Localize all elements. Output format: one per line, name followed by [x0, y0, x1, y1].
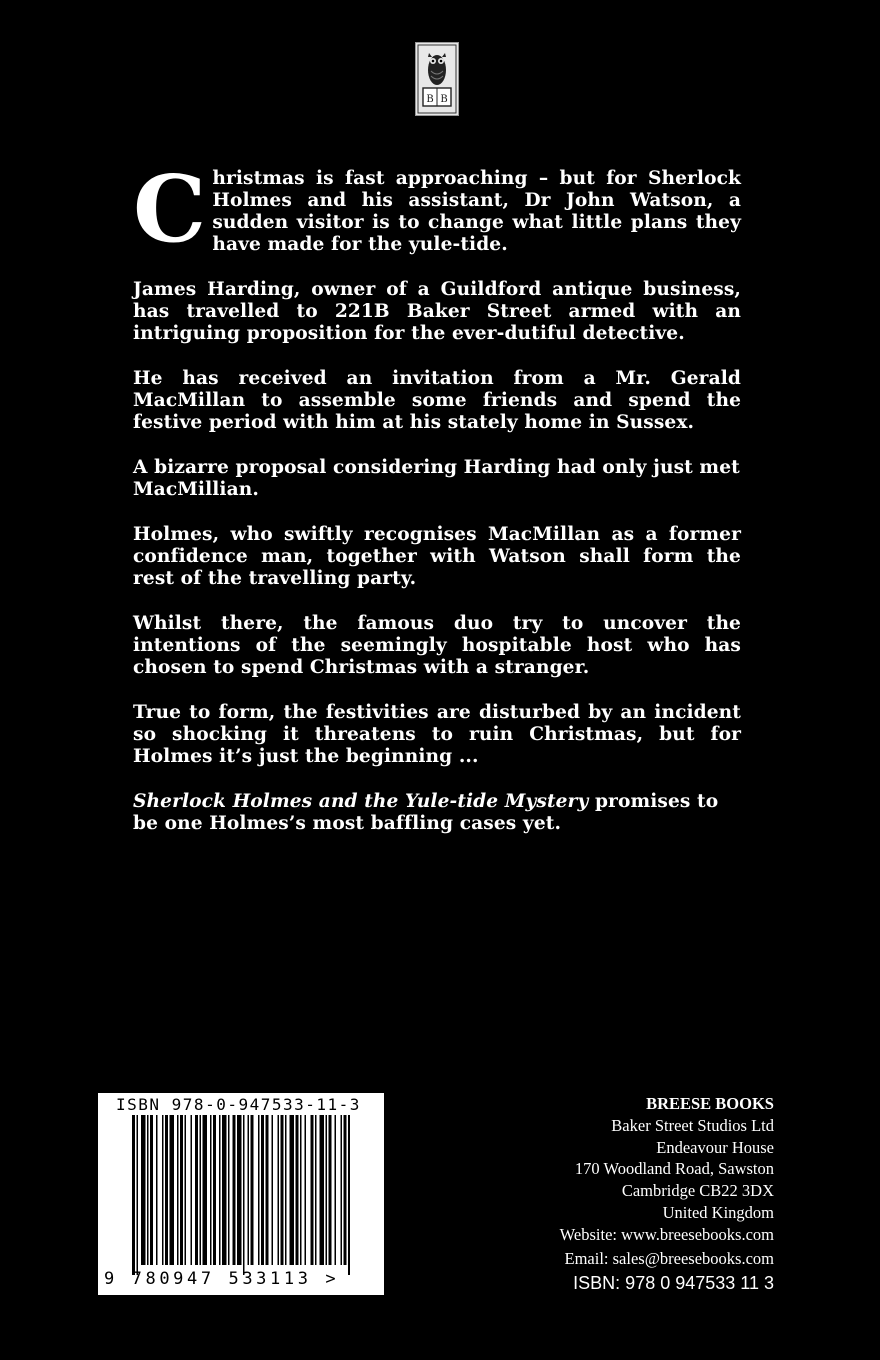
barcode-bar [162, 1115, 164, 1265]
barcode-bar [251, 1115, 254, 1265]
blurb-paragraph [133, 791, 741, 835]
blurb-paragraph: James Harding, owner of a Guildford antique business, has travelled to 221B Baker Street armed with an intriguing proposition for the ever-dutiful detective. [133, 279, 741, 344]
publisher-logo [415, 42, 459, 116]
barcode-bar [300, 1115, 302, 1265]
blurb-paragraph: A bizarre proposal considering Harding had only just met MacMillian. [133, 457, 740, 500]
barcode-bar [320, 1115, 325, 1265]
blurb-text: hristmas is fast approaching – but for Sherlock Holmes and his assistant, Dr John Watson, a sudden visitor is to change what little plans they have made for the yule-tide. [212, 168, 741, 255]
blurb-paragraph: True to form, the festivities are disturbed by an incident so shocking it threatens to ruin Christmas, but for Holmes it’s just the beginning ... [133, 702, 741, 767]
barcode-bar [191, 1115, 193, 1265]
barcode-bar [285, 1115, 287, 1265]
publisher-address [470, 1093, 774, 1295]
barcode-bar [165, 1115, 168, 1265]
barcode-bars [132, 1115, 350, 1275]
barcode-bar [243, 1115, 245, 1275]
book-title: Sherlock Holmes and the Yule-tide Mystery [133, 791, 589, 812]
blurb-paragraph: He has received an invitation from a Mr. Gerald MacMillan to assemble some friends and spend the festive period with him at his stately home in Sussex. [133, 368, 741, 433]
barcode-bar [296, 1115, 299, 1265]
barcode-bar [137, 1115, 139, 1275]
publisher-isbn: ISBN: 978 0 947533 11 3 [573, 1273, 774, 1294]
barcode-bar [335, 1115, 337, 1265]
barcode-bar [258, 1115, 260, 1265]
barcode-bar [261, 1115, 264, 1265]
address-line: 170 Woodland Road, Sawston [574, 1159, 774, 1179]
blurb-text: promises to be one Holmes’s most baffling cases yet. [133, 791, 719, 834]
back-cover-blurb [133, 155, 741, 858]
barcode-bar [156, 1115, 158, 1265]
barcode-bar [266, 1115, 269, 1265]
barcode-bar [200, 1115, 202, 1265]
barcode-bar [210, 1115, 212, 1265]
owl-on-books-icon [416, 43, 458, 115]
barcode-bar [177, 1115, 179, 1265]
barcode-bar [233, 1115, 236, 1265]
publisher-website[interactable]: Website: www.breesebooks.com [559, 1224, 774, 1244]
address-line: Cambridge CB22 3DX [621, 1181, 774, 1201]
barcode-bar [278, 1115, 280, 1265]
barcode-bar [141, 1115, 146, 1265]
address-line: United Kingdom [662, 1202, 774, 1222]
barcode-bar [203, 1115, 208, 1265]
barcode-bar [222, 1115, 227, 1265]
barcode-bar [281, 1115, 284, 1265]
barcode-digits: 9 780947 533113 > [104, 1269, 340, 1289]
barcode-bar [290, 1115, 295, 1265]
publisher-email[interactable]: Email: sales@breesebooks.com [564, 1248, 774, 1268]
barcode-bar [248, 1115, 250, 1265]
barcode-bar [344, 1115, 347, 1265]
logo-letter-1: B [426, 94, 434, 105]
barcode-isbn-label: ISBN 978-0-947533-11-3 [116, 1095, 361, 1114]
barcode-bar [305, 1115, 307, 1265]
barcode-bar [147, 1115, 149, 1265]
barcode-bar [185, 1115, 187, 1265]
blurb-paragraph: Holmes, who swiftly recognises MacMillan as a former confidence man, together with Watson shall form the rest of the travelling party. [133, 524, 741, 589]
publisher-name: BREESE BOOKS [646, 1094, 774, 1113]
barcode-bar [132, 1115, 135, 1275]
logo-letter-2: B [440, 94, 448, 105]
barcode-bar [180, 1115, 183, 1265]
barcode-bar [228, 1115, 230, 1265]
barcode-bar [272, 1115, 274, 1265]
barcode-bar [213, 1115, 216, 1265]
blurb-paragraph [133, 155, 741, 263]
isbn-barcode [98, 1093, 384, 1295]
barcode-bar [237, 1115, 242, 1265]
barcode-bar [348, 1115, 350, 1275]
barcode-bar [341, 1115, 343, 1265]
barcode-bar [315, 1115, 317, 1265]
barcode-bar [219, 1115, 221, 1265]
blurb-paragraph: Whilst there, the famous duo try to uncover the intentions of the seemingly hospitable host who has chosen to spend Christmas with a stranger. [133, 613, 741, 678]
barcode-bar [195, 1115, 198, 1265]
barcode-bar [329, 1115, 332, 1265]
barcode-bar [170, 1115, 175, 1265]
drop-cap: C [133, 155, 207, 263]
address-line: Baker Street Studios Ltd [611, 1115, 774, 1135]
barcode-bar [311, 1115, 314, 1265]
address-line: Endeavour House [656, 1137, 774, 1157]
barcode-bar [326, 1115, 328, 1265]
barcode-bar [150, 1115, 153, 1265]
